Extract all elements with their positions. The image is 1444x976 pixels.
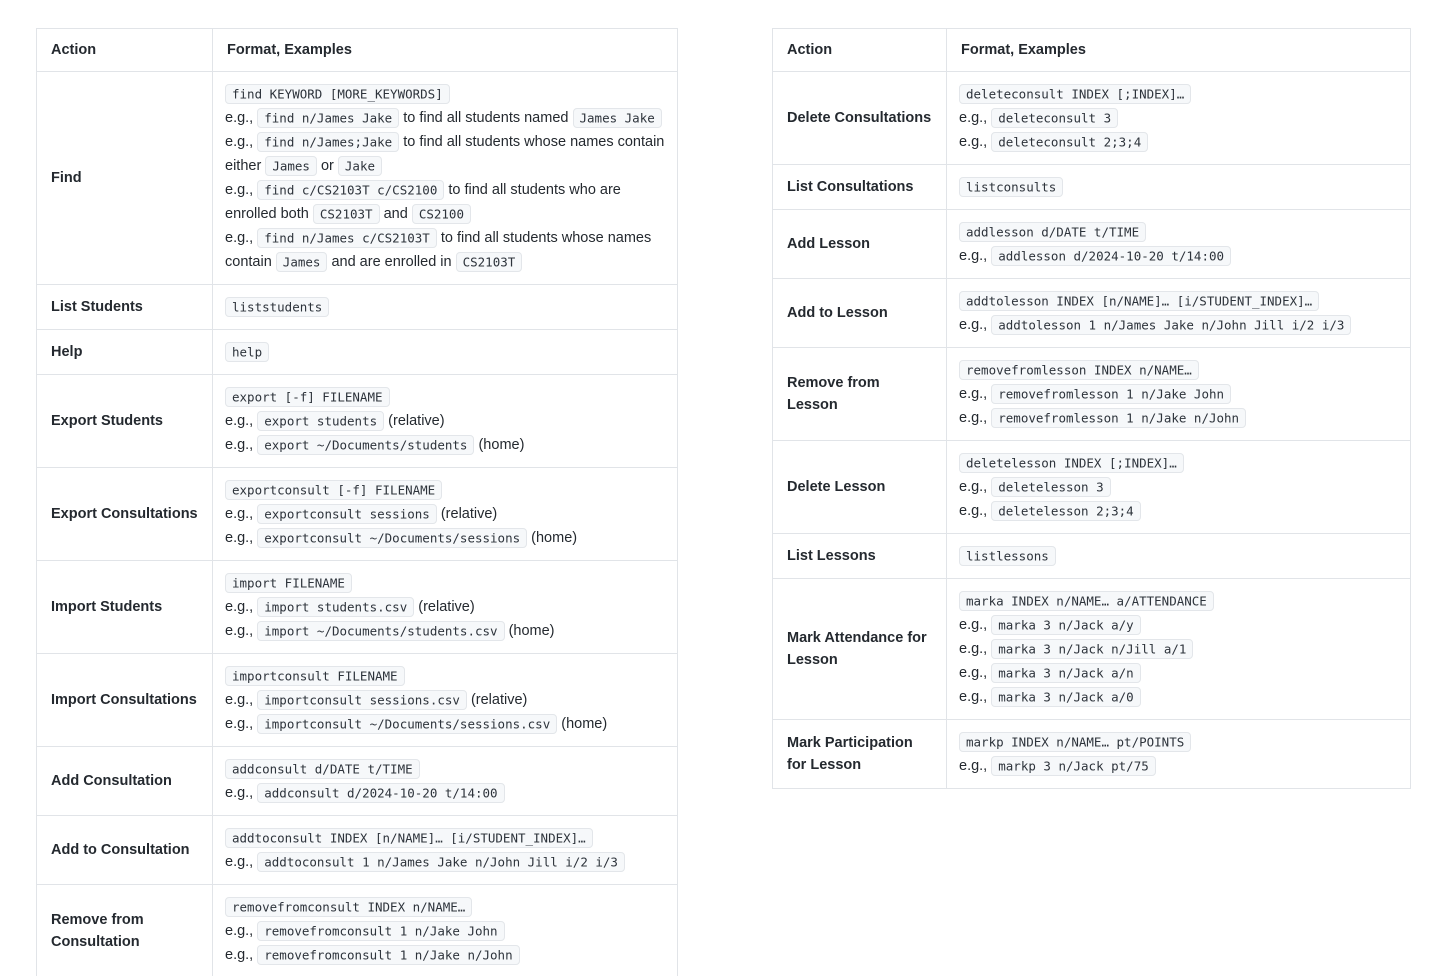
text-span: (relative)	[436, 506, 498, 522]
action-label: Add Consultation	[37, 747, 213, 816]
format-line	[959, 82, 1398, 106]
format-line	[225, 664, 665, 688]
table-row	[37, 561, 678, 654]
code-span: importconsult ~/Documents/sessions.csv	[257, 714, 557, 734]
text-span: to find all students whose names contain	[225, 230, 652, 270]
code-span: removefromlesson INDEX n/NAME…	[959, 360, 1199, 380]
format-examples-cell	[213, 72, 678, 285]
action-label: Remove from Lesson	[773, 348, 947, 441]
table-row	[37, 747, 678, 816]
format-line	[225, 340, 665, 364]
format-line	[225, 130, 665, 178]
table-row	[37, 654, 678, 747]
code-span: find n/James c/CS2103T	[257, 228, 437, 248]
code-span: marka INDEX n/NAME… a/ATTENDANCE	[959, 591, 1214, 611]
format-line	[225, 595, 665, 619]
text-span: and are enrolled in	[327, 254, 456, 270]
format-line	[959, 406, 1398, 430]
text-span: (relative)	[414, 599, 475, 615]
text-span: e.g.,	[959, 479, 992, 495]
code-span: removefromlesson 1 n/Jake n/John	[991, 408, 1246, 428]
format-examples-cell	[213, 816, 678, 885]
format-examples-cell	[213, 330, 678, 375]
format-line	[225, 385, 665, 409]
action-label: List Consultations	[773, 165, 947, 210]
code-span: importconsult FILENAME	[225, 666, 405, 686]
table-row	[773, 579, 1411, 720]
table-row	[773, 210, 1411, 279]
text-span: e.g.,	[225, 230, 258, 246]
format-line	[225, 178, 665, 226]
column-header-format-examples: Format, Examples	[213, 29, 678, 72]
code-span: markp 3 n/Jack pt/75	[991, 756, 1156, 776]
text-span: (relative)	[384, 413, 445, 429]
action-label: Import Students	[37, 561, 213, 654]
format-line	[959, 106, 1398, 130]
text-span: e.g.,	[225, 437, 258, 453]
format-examples-cell	[213, 375, 678, 468]
format-line	[225, 757, 665, 781]
format-line	[225, 850, 665, 874]
code-span: marka 3 n/Jack a/0	[991, 687, 1140, 707]
code-span: deleteconsult INDEX [;INDEX]…	[959, 84, 1191, 104]
text-span: e.g.,	[225, 110, 258, 126]
text-span: e.g.,	[225, 182, 258, 198]
text-span: e.g.,	[959, 134, 992, 150]
format-line	[225, 895, 665, 919]
format-line	[959, 544, 1398, 568]
table-row	[37, 72, 678, 285]
action-label: Mark Attendance for Lesson	[773, 579, 947, 720]
format-line	[959, 589, 1398, 613]
text-span: e.g.,	[225, 413, 258, 429]
format-examples-cell	[947, 165, 1411, 210]
format-line	[225, 478, 665, 502]
format-examples-cell	[947, 279, 1411, 348]
code-span: import ~/Documents/students.csv	[257, 621, 504, 641]
action-label: Add to Lesson	[773, 279, 947, 348]
code-span: listconsults	[959, 177, 1063, 197]
code-span: addlesson d/DATE t/TIME	[959, 222, 1146, 242]
code-span: addlesson d/2024-10-20 t/14:00	[991, 246, 1231, 266]
format-examples-cell	[947, 579, 1411, 720]
format-line	[959, 613, 1398, 637]
column-header-format-examples: Format, Examples	[947, 29, 1411, 72]
format-line	[959, 130, 1398, 154]
text-span: e.g.,	[959, 758, 992, 774]
code-span: addtolesson INDEX [n/NAME]… [i/STUDENT_INDEX]…	[959, 291, 1319, 311]
code-span: markp INDEX n/NAME… pt/POINTS	[959, 732, 1191, 752]
format-line	[225, 295, 665, 319]
table-row	[37, 330, 678, 375]
text-span: (home)	[557, 716, 608, 732]
action-label: Find	[37, 72, 213, 285]
table-row	[773, 534, 1411, 579]
action-label: Add Lesson	[773, 210, 947, 279]
text-span: to find all students who are enrolled both	[225, 182, 621, 222]
format-line	[225, 919, 665, 943]
code-span: liststudents	[225, 297, 329, 317]
action-label: List Students	[37, 285, 213, 330]
format-examples-cell	[947, 441, 1411, 534]
code-span: importconsult sessions.csv	[257, 690, 467, 710]
action-label: Import Consultations	[37, 654, 213, 747]
format-line	[225, 781, 665, 805]
format-line	[959, 754, 1398, 778]
format-examples-cell	[947, 72, 1411, 165]
table-row	[773, 348, 1411, 441]
code-span: removefromconsult 1 n/Jake John	[257, 921, 504, 941]
code-span: listlessons	[959, 546, 1056, 566]
code-span: removefromconsult INDEX n/NAME…	[225, 897, 472, 917]
code-span: exportconsult sessions	[257, 504, 437, 524]
column-header-action: Action	[37, 29, 213, 72]
action-label: Help	[37, 330, 213, 375]
action-label: Delete Lesson	[773, 441, 947, 534]
format-examples-cell	[947, 348, 1411, 441]
text-span: e.g.,	[225, 623, 258, 639]
code-span: help	[225, 342, 269, 362]
code-span: deleteconsult 3	[991, 108, 1118, 128]
code-span: CS2103T	[313, 204, 380, 224]
table-row	[37, 468, 678, 561]
format-line	[959, 175, 1398, 199]
format-line	[225, 943, 665, 967]
text-span: (home)	[474, 437, 525, 453]
format-line	[959, 313, 1398, 337]
table-row	[773, 165, 1411, 210]
code-span: find c/CS2103T c/CS2100	[257, 180, 444, 200]
text-span: e.g.,	[959, 248, 992, 264]
format-line	[959, 499, 1398, 523]
code-span: import FILENAME	[225, 573, 352, 593]
text-span: and	[379, 206, 412, 222]
table-row	[37, 885, 678, 976]
text-span: e.g.,	[225, 506, 258, 522]
code-span: exportconsult [-f] FILENAME	[225, 480, 442, 500]
text-span: (home)	[527, 530, 578, 546]
code-span: CS2100	[412, 204, 471, 224]
format-line	[959, 475, 1398, 499]
code-span: James Jake	[573, 108, 662, 128]
action-label: Mark Participation for Lesson	[773, 720, 947, 789]
text-span: e.g.,	[959, 689, 992, 705]
code-span: exportconsult ~/Documents/sessions	[257, 528, 527, 548]
action-label: Export Students	[37, 375, 213, 468]
format-examples-cell	[947, 720, 1411, 789]
table-row	[773, 720, 1411, 789]
code-span: marka 3 n/Jack n/Jill a/1	[991, 639, 1193, 659]
table-row	[37, 285, 678, 330]
format-line	[225, 82, 665, 106]
text-span: (relative)	[466, 692, 528, 708]
action-label: Add to Consultation	[37, 816, 213, 885]
text-span: e.g.,	[959, 641, 992, 657]
code-span: find KEYWORD [MORE_KEYWORDS]	[225, 84, 450, 104]
code-span: addtoconsult 1 n/James Jake n/John Jill i/2 i/3	[257, 852, 625, 872]
code-span: deleteconsult 2;3;4	[991, 132, 1148, 152]
code-span: import students.csv	[257, 597, 414, 617]
format-examples-cell	[213, 468, 678, 561]
format-line	[959, 685, 1398, 709]
text-span: to find all students named	[399, 110, 573, 126]
code-span: find n/James;Jake	[257, 132, 399, 152]
format-examples-cell	[947, 210, 1411, 279]
text-span: e.g.,	[225, 854, 258, 870]
format-line	[225, 619, 665, 643]
command-table-consultations	[36, 28, 678, 976]
format-line	[959, 451, 1398, 475]
code-span: find n/James Jake	[257, 108, 399, 128]
text-span: e.g.,	[225, 785, 258, 801]
text-span: e.g.,	[959, 110, 992, 126]
format-line	[225, 688, 665, 712]
text-span: e.g.,	[959, 410, 992, 426]
action-label: Remove from Consultation	[37, 885, 213, 976]
text-span: e.g.,	[959, 665, 992, 681]
format-examples-cell	[213, 654, 678, 747]
table-row	[773, 279, 1411, 348]
command-table-lessons	[772, 28, 1411, 789]
text-span: to find all students whose names contain either	[225, 134, 665, 174]
code-span: CS2103T	[456, 252, 523, 272]
text-span: e.g.,	[225, 134, 258, 150]
code-span: deletelesson 2;3;4	[991, 501, 1140, 521]
code-span: marka 3 n/Jack a/y	[991, 615, 1140, 635]
code-span: addtoconsult INDEX [n/NAME]… [i/STUDENT_INDEX]…	[225, 828, 593, 848]
text-span: or	[316, 158, 338, 174]
text-span: e.g.,	[225, 947, 258, 963]
format-line	[959, 358, 1398, 382]
format-examples-cell	[213, 885, 678, 976]
format-line	[225, 433, 665, 457]
code-span: deletelesson INDEX [;INDEX]…	[959, 453, 1184, 473]
action-label: List Lessons	[773, 534, 947, 579]
format-line	[959, 244, 1398, 268]
code-span: removefromlesson 1 n/Jake John	[991, 384, 1231, 404]
code-span: deletelesson 3	[991, 477, 1110, 497]
code-span: Jake	[338, 156, 382, 176]
text-span: e.g.,	[225, 716, 258, 732]
code-span: export students	[257, 411, 384, 431]
format-examples-cell	[213, 561, 678, 654]
code-span: export [-f] FILENAME	[225, 387, 390, 407]
code-span: addconsult d/2024-10-20 t/14:00	[257, 783, 504, 803]
format-line	[959, 220, 1398, 244]
format-line	[225, 826, 665, 850]
format-line	[959, 730, 1398, 754]
header-row	[37, 29, 678, 72]
format-line	[225, 526, 665, 550]
format-line	[225, 226, 665, 274]
text-span: e.g.,	[959, 503, 992, 519]
text-span: (home)	[504, 623, 555, 639]
format-line	[225, 502, 665, 526]
format-line	[225, 409, 665, 433]
format-examples-cell	[213, 747, 678, 816]
action-label: Delete Consultations	[773, 72, 947, 165]
code-span: James	[265, 156, 317, 176]
column-header-action: Action	[773, 29, 947, 72]
format-line	[225, 106, 665, 130]
table-row	[773, 72, 1411, 165]
text-span: e.g.,	[225, 923, 258, 939]
format-line	[959, 637, 1398, 661]
table-row	[773, 441, 1411, 534]
code-span: addtolesson 1 n/James Jake n/John Jill i/2 i/3	[991, 315, 1351, 335]
header-row	[773, 29, 1411, 72]
text-span: e.g.,	[959, 317, 992, 333]
format-line	[225, 571, 665, 595]
format-line	[959, 382, 1398, 406]
code-span: removefromconsult 1 n/Jake n/John	[257, 945, 519, 965]
action-label: Export Consultations	[37, 468, 213, 561]
text-span: e.g.,	[225, 692, 258, 708]
table-row	[37, 375, 678, 468]
text-span: e.g.,	[959, 386, 992, 402]
code-span: James	[276, 252, 328, 272]
format-line	[225, 712, 665, 736]
text-span: e.g.,	[959, 617, 992, 633]
code-span: marka 3 n/Jack a/n	[991, 663, 1140, 683]
table-row	[37, 816, 678, 885]
format-line	[959, 289, 1398, 313]
text-span: e.g.,	[225, 530, 258, 546]
format-line	[959, 661, 1398, 685]
format-examples-cell	[947, 534, 1411, 579]
code-span: addconsult d/DATE t/TIME	[225, 759, 420, 779]
text-span: e.g.,	[225, 599, 258, 615]
format-examples-cell	[213, 285, 678, 330]
code-span: export ~/Documents/students	[257, 435, 474, 455]
